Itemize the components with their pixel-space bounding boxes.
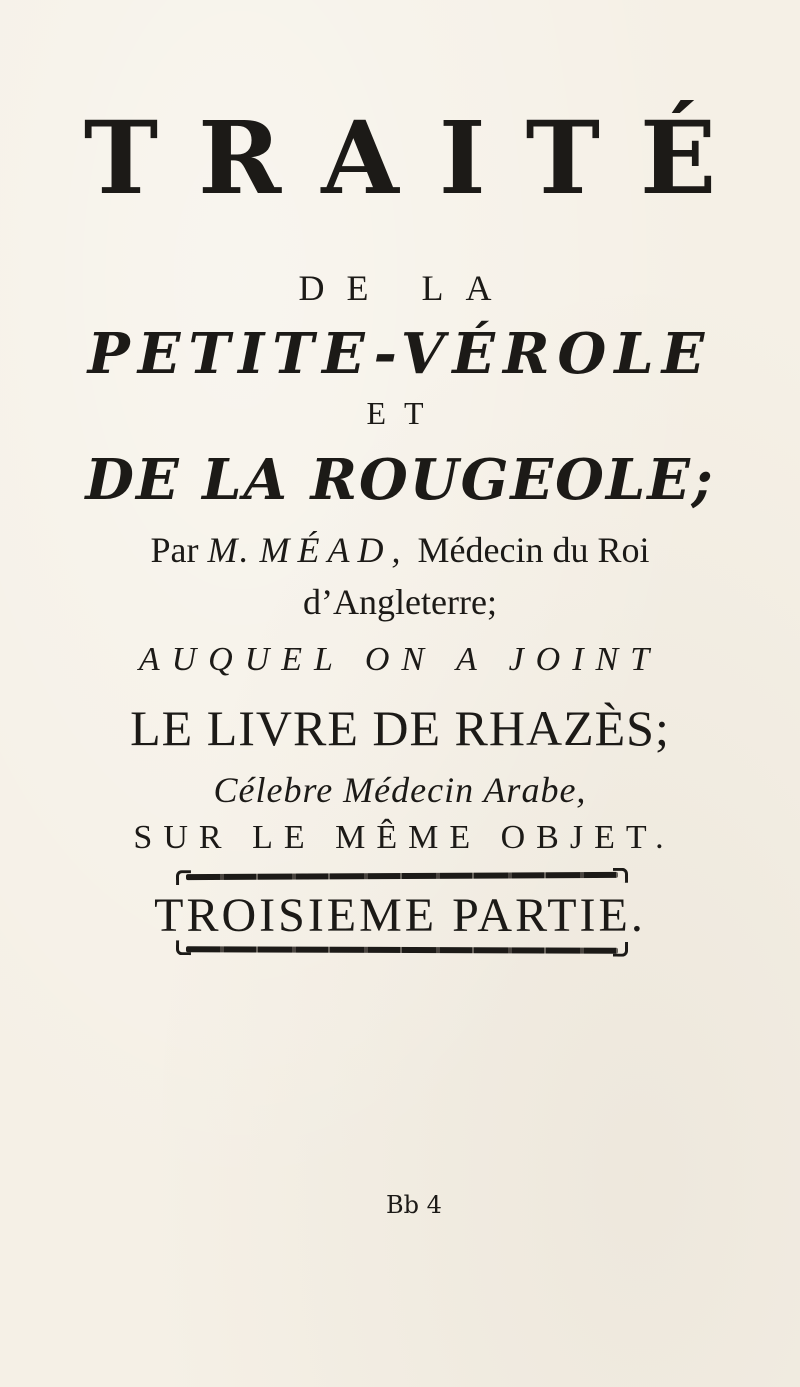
author-name: MÉAD, — [259, 530, 409, 570]
ornamental-rule-bottom — [186, 946, 618, 954]
subtitle-et: ET — [366, 395, 442, 431]
subtitle-de-la-rougeole: DE LA ROUGEOLE; — [85, 447, 715, 513]
subtitle-de-la: DE LA — [298, 268, 514, 308]
signature-mark: Bb 4 — [386, 1191, 442, 1219]
book-title: TRAITÉ — [83, 99, 757, 217]
subtitle-petite-verole: PETITE-VÉROLE — [87, 321, 713, 387]
sur-le-meme-objet: SUR LE MÊME OBJET. — [133, 819, 675, 856]
livre-de-rhazes: LE LIVRE DE RHAZÈS; — [130, 700, 670, 756]
auquel-on-a-joint: AUQUEL ON A JOINT — [138, 641, 662, 678]
ornamental-rule-top — [186, 872, 618, 880]
author-honorific: M. — [207, 530, 251, 570]
celebre-medecin-arabe: Célebre Médecin Arabe, — [213, 770, 587, 810]
author-prefix: Par — [150, 530, 199, 570]
author-line — [0, 528, 800, 572]
part-heading: TROISIEME PARTIE. — [154, 889, 646, 942]
author-role: Médecin du Roi — [417, 530, 650, 570]
author-country: d’Angleterre; — [303, 582, 497, 622]
